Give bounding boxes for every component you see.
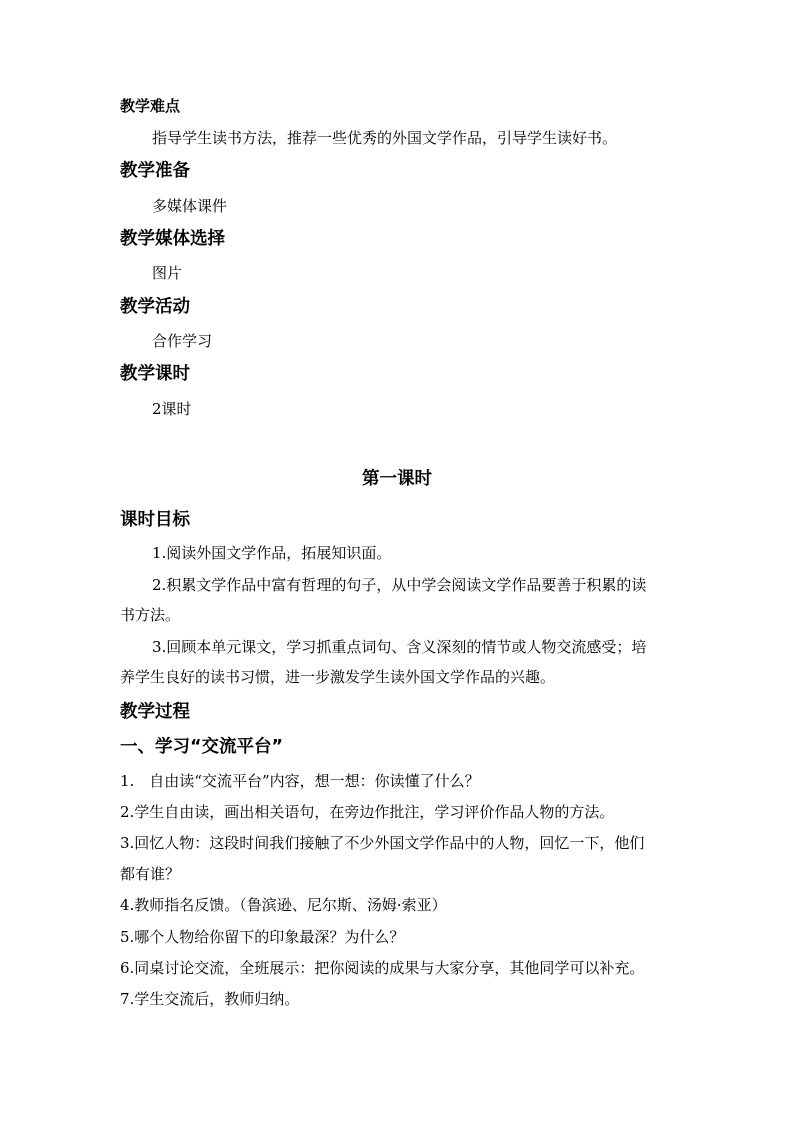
section-text-activity: 合作学习 <box>152 332 213 350</box>
section-heading-activity: 教学活动 <box>120 297 190 317</box>
process-heading: 教学过程 <box>120 702 190 722</box>
section-text-media: 图片 <box>152 264 183 282</box>
goal-line: 养学生良好的读书习惯，进一步激发学生读外国文学作品的兴趣。 <box>120 668 556 686</box>
section-text-hours: 2课时 <box>152 400 192 418</box>
section-heading-difficulty: 教学难点 <box>120 97 181 115</box>
goal-line: 3.回顾本单元课文，学习抓重点词句、含义深刻的情节或人物交流感受；培 <box>152 638 647 656</box>
step-line: 1. 自由读“交流平台”内容，想一想：你读懂了什么？ <box>120 772 480 790</box>
step-line: 5.哪个人物给你留下的印象最深？为什么？ <box>120 928 405 946</box>
step-line: 3.回忆人物：这段时间我们接触了不少外国文学作品中的人物，回忆一下，他们 <box>120 834 645 852</box>
step-line: 4.教师指名反馈。（鲁滨逊、尼尔斯、汤姆·索亚） <box>120 896 447 914</box>
goals-heading: 课时目标 <box>120 510 190 530</box>
goal-line: 1.阅读外国文学作品，拓展知识面。 <box>152 544 392 562</box>
section-heading-media: 教学媒体选择 <box>120 229 225 249</box>
step-line: 都有谁？ <box>120 865 181 883</box>
goal-line: 书方法。 <box>120 606 181 624</box>
goal-line: 2.积累文学作品中富有哲理的句子，从中学会阅读文学作品要善于积累的读 <box>152 576 647 594</box>
section-text-preparation: 多媒体课件 <box>152 197 228 215</box>
section-heading-preparation: 教学准备 <box>120 161 190 181</box>
lesson-title: 第一课时 <box>362 469 432 489</box>
step-line: 6.同桌讨论交流，全班展示：把你阅读的成果与大家分享，其他同学可以补充。 <box>120 959 645 977</box>
section-text-difficulty: 指导学生读书方法，推荐一些优秀的外国文学作品，引导学生读好书。 <box>152 129 618 147</box>
part-one-heading: 一、学习“交流平台” <box>120 737 284 757</box>
step-line: 2.学生自由读，画出相关语句，在旁边作批注，学习评价作品人物的方法。 <box>120 803 615 821</box>
section-heading-hours: 教学课时 <box>120 364 190 384</box>
step-line: 7.学生交流后，教师归纳。 <box>120 990 300 1008</box>
